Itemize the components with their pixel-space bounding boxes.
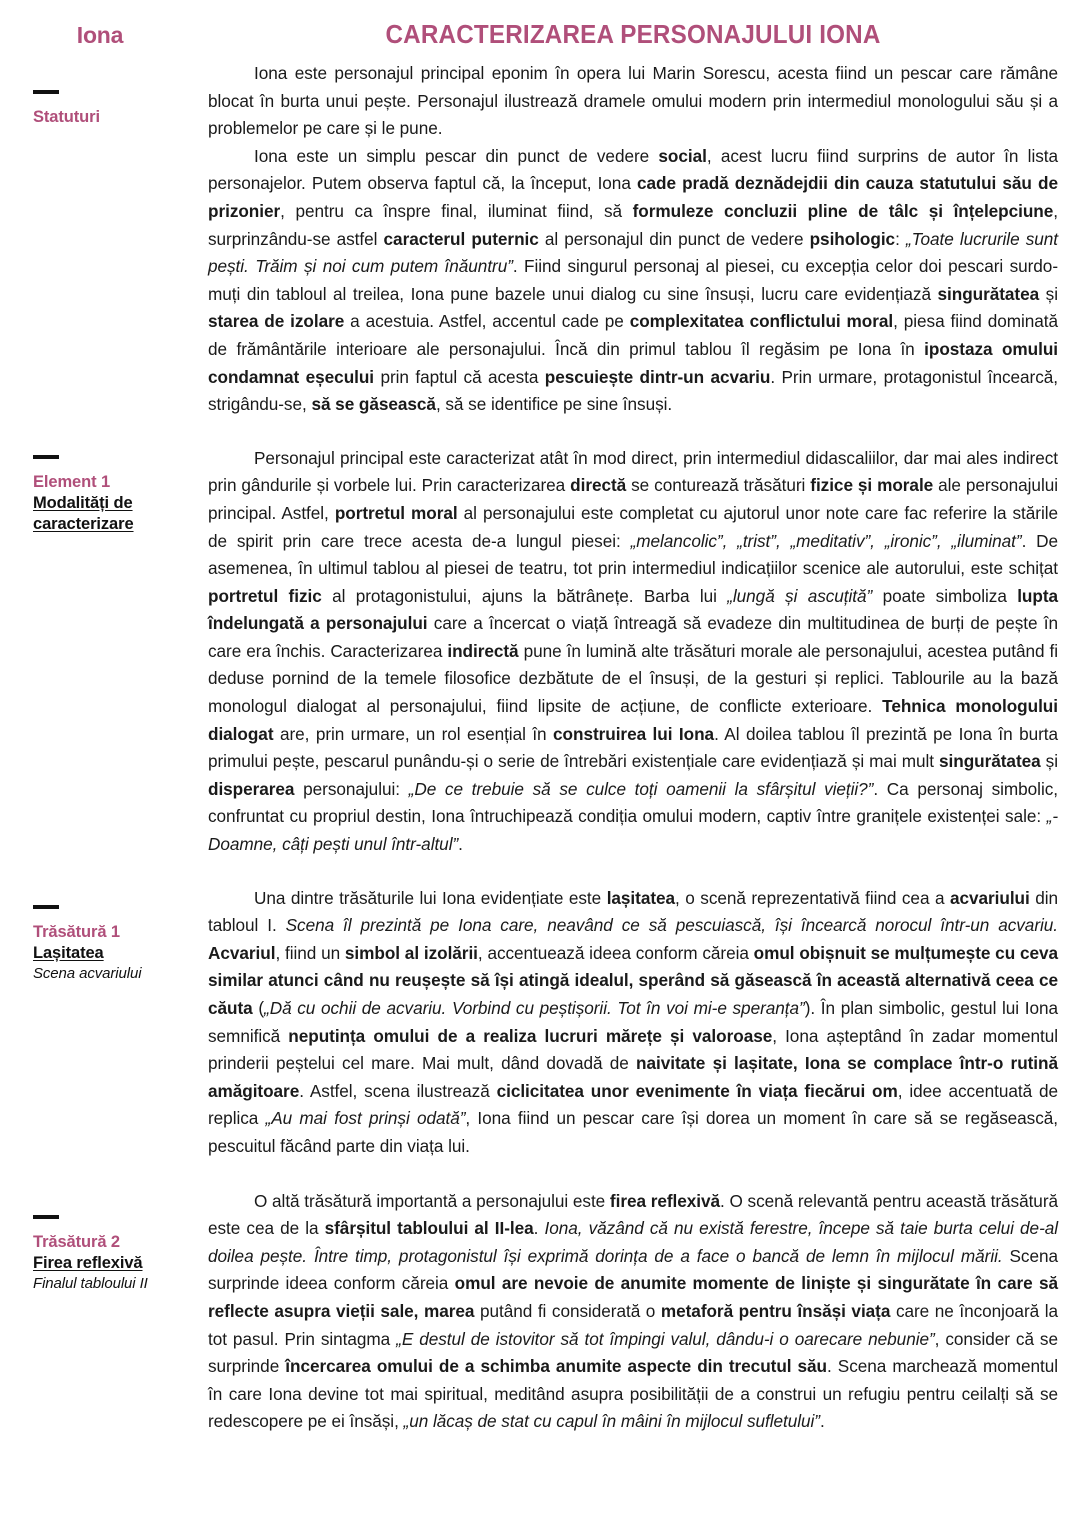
sidebar-title-modalitati: Modalități de caracterizare: [33, 493, 134, 534]
paragraph: Personajul principal este caracterizat atât în mod direct, prin intermediul didascaliilor, dar mai ales indirect prin gândurile și vorbele lui. Prin caracterizarea directă se conturează trăsături fizice și morale ale personajului principal. Astfel, portretul moral al personajului este completat cu ajutorul unor note care fac referire la stările de spirit prin care trece acesta de-a lungul piesei: „melancolic”, „trist”, „meditativ”, „ironic”, „iluminat”. De asemenea, în ultimul tablou al piesei de teatru, tot prin intermediul indicațiilor scenice ale autorului, este schițat portretul fizic al protagonistului, ajuns la bătrânețe. Barba lui „lungă și ascuțită” poate simboliza lupta îndelungată a personajului care a încercat o viață întreagă să evadeze din multitudinea de burți de pește în care era închis. Caracterizarea indirectă pune în lumină alte trăsături morale ale personajului, acestea putând fi deduse pornind de la temele filosofice dezbătute de el însuși, de la gesturi și replici. Tablourile au la bază monologul dialogat al personajului, fiind lipsite de acțiune, de conflicte exterioare. Tehnica monologului dialogat are, prin urmare, un rol esențial în construirea lui Iona. Al doilea tablou îl prezintă pe Iona în burta primului pește, pescarul punându-și o serie de întrebări existențiale care evidențiază și mai mult singurătatea și disperarea personajului: „De ce trebuie să se culce toți oamenii la sfârșitul vieții?”. Ca personaj simbolic, confruntat cu propriul destin, Iona întruchipează condiția omului modern, captiv între granițele existenței sale: „- Doamne, câți pești unul într-altul”.: [208, 447, 1059, 855]
sidebar: [0, 0, 200, 1527]
sidebar-kicker-statuturi: Statuturi: [33, 108, 100, 126]
page-title: CARACTERIZAREA PERSONAJULUI IONA: [385, 21, 881, 49]
section-lasitatea: [208, 885, 1058, 1161]
sidebar-block-statuturi: [33, 90, 200, 128]
section-statuturi: [208, 60, 1058, 419]
divider-dash-icon: [33, 455, 59, 459]
sidebar-kicker-trasatura-2: Trăsătură 2: [33, 1233, 120, 1251]
divider-dash-icon: [33, 905, 59, 909]
paragraph: Iona este un simplu pescar din punct de vedere social, acest lucru fiind surprins de autor în lista personajelor. Putem observa faptul că, la început, Iona cade pradă deznădejdii din cauza statutului său de prizonier, pentru ca înspre final, iluminat fiind, să formuleze concluzii pline de tâlc și înțelepciune, surprinzându-se astfel caracterul puternic al personajul din punct de vedere psihologic: „Toate lucrurile sunt pești. Trăim și noi cum putem înăuntru”. Fiind singurul personaj al piesei, cu excepția celor doi pescari surdo-muți din tabloul al treilea, Iona pune bazele unui dialog cu sine însuși, lucru care evidențiază singurătatea și starea de izolare a acestuia. Astfel, accentul cade pe complexitatea conflictului moral, piesa fiind dominată de frământările interioare ale personajului. Încă din primul tablou îl regăsim pe Iona în ipostaza omului condamnat eșecului prin faptul că acesta pescuiește dintr-un acvariu. Prin urmare, protagonistul încearcă, strigându-se, să se găsească, să se identifice pe sine însuși.: [208, 145, 1059, 415]
sidebar-kicker-element-1: Element 1: [33, 473, 111, 491]
sidebar-sub-finalul-tabloului: Finalul tabloului II: [33, 1275, 148, 1293]
sidebar-sub-scena-acvariului: Scena acvariului: [33, 965, 142, 983]
sidebar-block-trasatura-2: [33, 1215, 200, 1294]
paragraph: O altă trăsătură importantă a personajului este firea reflexivă. O scenă relevantă pentru această trăsătură este cea de la sfârșitul tabloului al II-lea. Iona, văzând că nu există ferestre, începe să taie burta celui de-al doilea pește. Între timp, protagonistul își exprimă dorința de a face o bancă de lemn în mijlocul mării. Scena surprinde ideea conform căreia omul are nevoie de anumite momente de liniște și singurătate în care să reflecte asupra vieții sale, marea putând fi considerată o metaforă pentru însăși viața care ne înconjoară la tot pasul. Prin sintagma „E destul de istovitor să tot împingi valul, dându-i o oarecare nebunie”, consider că se surprinde încercarea omului de a schimba anumite aspecte din trecutul său. Scena marchează momentul în care Iona devine tot mai spiritual, meditând asupra posibilității de a construi un refugiu pentru ceilalți să se redescopere pe ei însăși, „un lăcaș de stat cu capul în mâini în mijlocul sufletului”.: [208, 1190, 1059, 1432]
sidebar-block-trasatura-1: [33, 905, 200, 984]
sidebar-title-lasitatea: Lașitatea: [33, 943, 104, 962]
main-content: [208, 0, 1058, 1436]
paragraph: Iona este personajul principal eponim în opera lui Marin Sorescu, acesta fiind un pescar care rămâne blocat în burta unui pește. Personajul ilustrează dramele omului modern prin intermediul monologului său și a problemelor pe care și le pune.: [208, 63, 1058, 139]
sidebar-kicker-trasatura-1: Trăsătură 1: [33, 923, 120, 941]
sidebar-block-element-1: [33, 455, 200, 536]
sidebar-title-firea-reflexiva: Firea reflexivă: [33, 1253, 143, 1272]
section-modalitati-de-caracterizare: [208, 445, 1058, 859]
section-firea-reflexiva: [208, 1188, 1058, 1436]
paragraph: Una dintre trăsăturile lui Iona evidențiate este lașitatea, o scenă reprezentativă fiind cea a acvariului din tabloul I. Scena îl prezintă pe Iona care, neavând ce să pescuiască, își încearcă norocul într-un acvariu. Acvariul, fiind un simbol al izolării, accentuează ideea conform căreia omul obișnuit se mulțumește cu ceva similar atunci când nu reușește să își atingă idealul, sperând să găsească în această alternativă ceea ce căuta („Dă cu ochii de acvariu. Vorbind cu peștișorii. Tot în voi mi-e speranța”). În plan simbolic, gestul lui Iona semnifică neputința omului de a realiza lucruri mărețe și valoroase, Iona așteptând în zadar momentul prinderii peștelui cel mare. Mai mult, dând dovadă de naivitate și lașitate, Iona se complace într-o rutină amăgitoare. Astfel, scena ilustrează ciclicitatea unor evenimente în viața fiecărui om, idee accentuată de replica „Au mai fost prinși odată”, Iona fiind un pescar care își dorea un moment în care să se regăsească, pescuitul făcând parte din viața lui.: [208, 887, 1059, 1156]
divider-dash-icon: [33, 90, 59, 94]
divider-dash-icon: [33, 1215, 59, 1219]
sidebar-brand: Iona: [76, 22, 124, 48]
